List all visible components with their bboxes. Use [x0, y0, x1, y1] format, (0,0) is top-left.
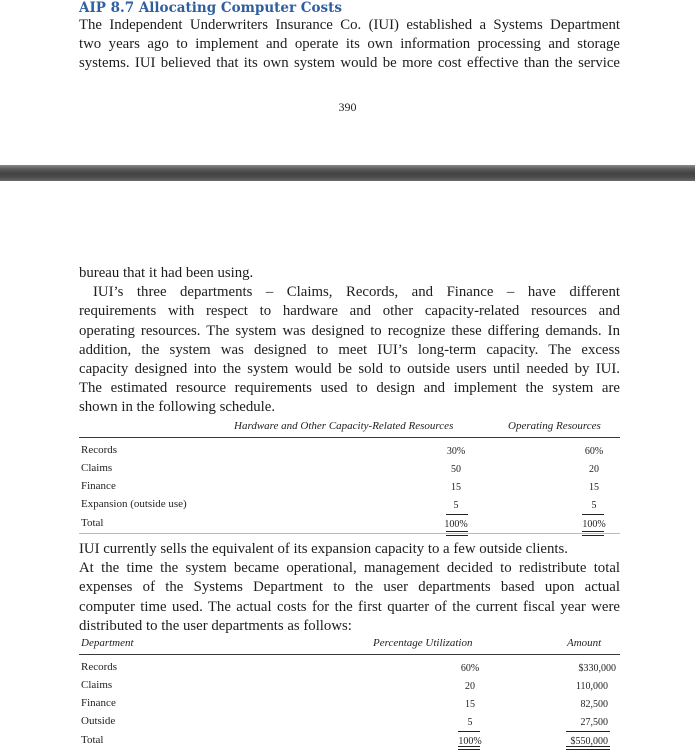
body-line: requirements with respect to hardware and other capacity-related resources and	[79, 303, 620, 320]
row-label: Claims	[81, 679, 113, 691]
body-line: computer time used. The actual costs for the first quarter of the current fiscal year were	[79, 598, 620, 615]
amount-value: 82,500	[580, 699, 608, 710]
row-label: Total	[81, 517, 104, 529]
body-line: At the time the system became operational, management decided to redistribute total	[79, 560, 620, 577]
header-rule	[79, 654, 620, 655]
utilization-total: 100%	[458, 736, 482, 747]
intro-paragraph	[79, 16, 620, 74]
body-paragraph	[79, 264, 620, 418]
row-label: Total	[81, 734, 104, 746]
page-break-divider	[0, 165, 695, 181]
capacity-value: 5	[453, 500, 459, 511]
body-line: IUI’s three departments – Claims, Records, and Finance – have different	[93, 284, 620, 301]
col-header-operating: Operating Resources	[508, 420, 601, 432]
operating-value: 5	[591, 500, 597, 511]
row-label: Records	[81, 661, 118, 673]
utilization-value: 5	[467, 717, 473, 728]
amount-value: 27,500	[580, 717, 608, 728]
col-header-utilization: Percentage Utilization	[373, 637, 473, 649]
total-double-underline	[458, 746, 480, 750]
body-line: operating resources. The system was designed to recognize these differing demands. In	[79, 322, 620, 339]
subtotal-underline	[458, 731, 480, 732]
amount-total: $550,000	[570, 736, 608, 747]
body-paragraph-2	[79, 540, 620, 636]
row-label: Finance	[81, 697, 116, 709]
body-line: The estimated resource requirements used to design and implement the system are	[79, 380, 620, 397]
utilization-value: 20	[465, 681, 475, 692]
col-header-amount: Amount	[567, 637, 602, 649]
operating-value: 60%	[584, 446, 604, 457]
intro-line: The Independent Underwriters Insurance Co. (IUI) established a Systems Department	[79, 17, 620, 33]
capacity-value: 50	[451, 464, 461, 475]
section-heading: AIP 8.7 Allocating Computer Costs	[79, 0, 342, 16]
capacity-total: 100%	[444, 519, 468, 530]
row-label: Outside	[81, 715, 116, 727]
row-label: Expansion (outside use)	[81, 498, 187, 510]
utilization-value: 60%	[460, 663, 480, 674]
capacity-value: 15	[451, 482, 461, 493]
body-line: distributed to the user departments as follows:	[79, 617, 352, 634]
table-bottom-rule	[79, 533, 620, 534]
total-double-underline	[566, 746, 610, 750]
amount-value: $330,000	[578, 663, 616, 674]
amount-value: 110,000	[575, 681, 608, 692]
row-label: Records	[81, 444, 118, 456]
utilization-value: 15	[465, 699, 475, 710]
operating-total: 100%	[582, 519, 606, 530]
body-line: expenses of the Systems Department to the user departments based upon actual	[79, 579, 620, 596]
col-header-department: Department	[81, 637, 134, 649]
capacity-value: 30%	[446, 446, 466, 457]
body-line: shown in the following schedule.	[79, 399, 276, 416]
row-label: Finance	[81, 480, 116, 492]
page-number: 390	[338, 100, 357, 114]
body-line: bureau that it had been using.	[79, 265, 254, 281]
intro-line: systems. IUI believed that its own system would be more cost effective than the service	[79, 55, 620, 72]
body-line: capacity designed into the system would be sold to outside users until needed by IUI.	[79, 361, 620, 378]
row-label: Claims	[81, 462, 113, 474]
header-rule	[79, 437, 620, 438]
intro-line: two years ago to implement and operate its own information processing and storage	[79, 36, 620, 53]
body-line: addition, the system was designed to meet IUI’s long-term capacity. The excess	[79, 341, 620, 358]
subtotal-underline	[566, 731, 610, 732]
operating-value: 15	[589, 482, 599, 493]
subtotal-underline	[446, 514, 468, 515]
body-line: IUI currently sells the equivalent of its expansion capacity to a few outside clients.	[79, 541, 568, 557]
col-header-capacity: Hardware and Other Capacity-Related Resources	[234, 420, 454, 432]
operating-value: 20	[589, 464, 599, 475]
subtotal-underline	[582, 514, 604, 515]
